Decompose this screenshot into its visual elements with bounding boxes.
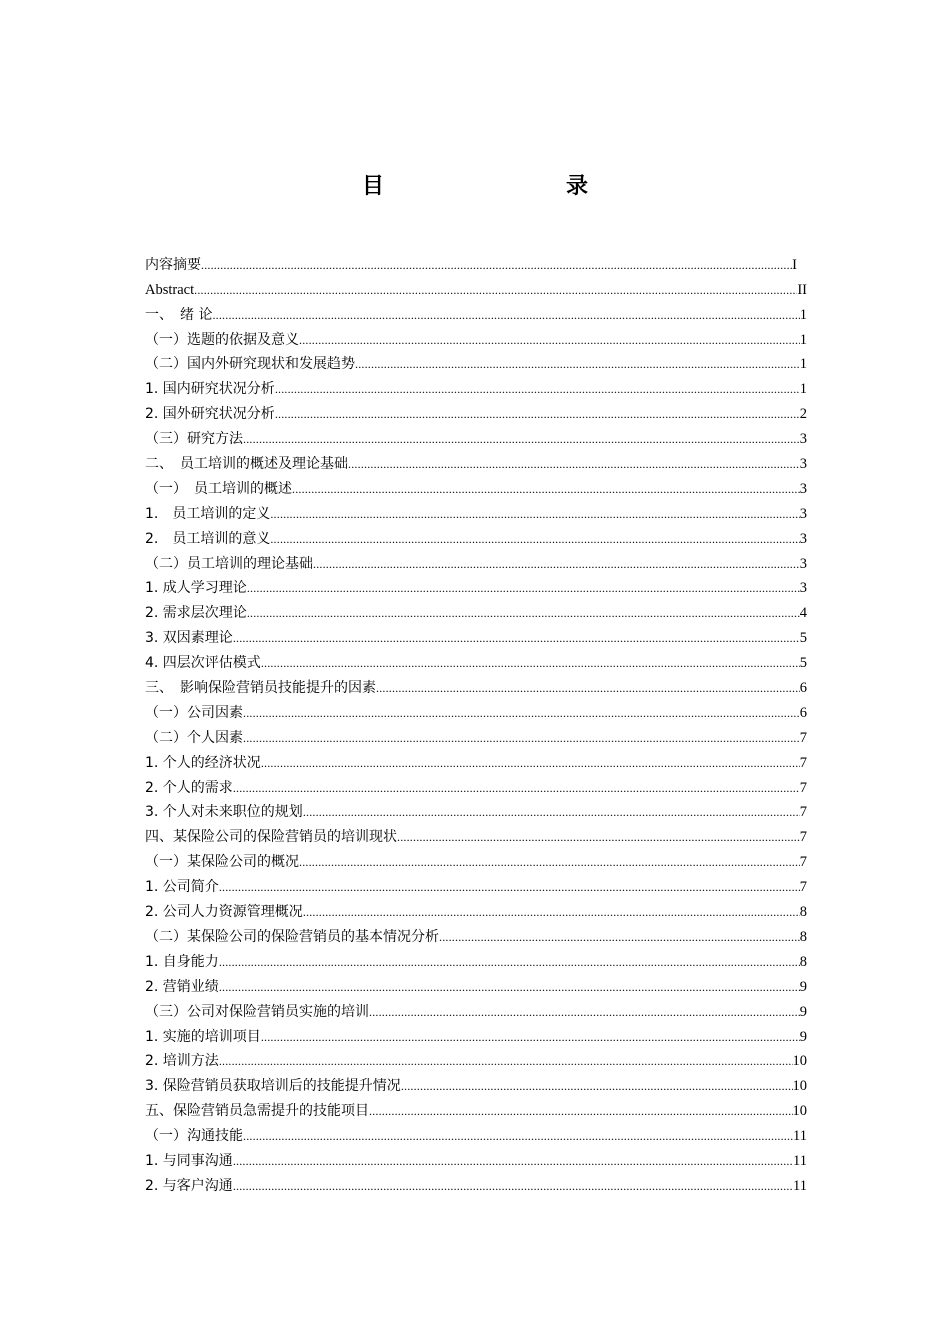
toc-entry[interactable] [145, 373, 807, 398]
toc-entry-label: （一）公司因素 [145, 704, 243, 721]
toc-entry[interactable] [145, 1095, 807, 1120]
toc-entry[interactable] [145, 324, 807, 349]
toc-dot-leader [369, 1003, 800, 1021]
toc-entry[interactable] [145, 821, 807, 846]
toc-entry-label: 1. 实施的培训项目 [145, 1028, 261, 1045]
toc-entry-page-number: 7 [799, 779, 807, 796]
toc-entry[interactable] [145, 1120, 807, 1145]
toc-dot-leader [348, 455, 800, 473]
toc-entry-page-number: 8 [799, 953, 807, 970]
toc-entry-label: （二）某保险公司的保险营销员的基本情况分析 [145, 928, 439, 945]
toc-entry-page-number: 5 [799, 655, 807, 672]
toc-entry[interactable] [145, 423, 807, 448]
toc-entry-page-number: 3 [799, 505, 807, 522]
toc-entry-label: 1. 自身能力 [145, 953, 219, 970]
toc-entry[interactable] [145, 597, 807, 622]
toc-dot-leader [299, 853, 800, 871]
toc-entry[interactable] [145, 1145, 807, 1170]
toc-dot-leader [219, 953, 800, 971]
toc-entry[interactable] [145, 398, 807, 423]
toc-entry-label: 1. 国内研究状况分析 [145, 381, 275, 398]
toc-dot-leader [275, 405, 800, 423]
toc-dot-leader [219, 878, 800, 896]
toc-entry-label: 1. 公司简介 [145, 879, 219, 896]
toc-entry-label: （二）个人因素 [145, 729, 243, 746]
toc-dot-leader [355, 355, 800, 373]
toc-entry[interactable] [145, 1070, 807, 1095]
toc-entry[interactable] [145, 1046, 807, 1071]
toc-dot-leader [397, 828, 800, 846]
toc-dot-leader [233, 1152, 793, 1170]
toc-entry[interactable] [145, 672, 807, 697]
toc-entry-page-number: 7 [799, 754, 807, 771]
toc-entry[interactable] [145, 473, 807, 498]
toc-entry-page-number: 7 [799, 829, 807, 846]
toc-entry[interactable] [145, 896, 807, 921]
toc-entry-page-number: 1 [799, 356, 807, 373]
toc-dot-leader [401, 1077, 793, 1095]
toc-dot-leader [243, 1127, 793, 1145]
toc-entry[interactable] [145, 498, 807, 523]
toc-entry-page-number: 3 [799, 580, 807, 597]
toc-entry-page-number: 6 [799, 680, 807, 697]
toc-entry-page-number: 6 [799, 704, 807, 721]
toc-dot-leader [247, 604, 800, 622]
toc-entry-page-number: 1 [799, 331, 807, 348]
toc-entry-page-number: 8 [799, 904, 807, 921]
toc-entry-label: 2. 营销业绩 [145, 978, 219, 995]
toc-dot-leader [233, 629, 800, 647]
toc-entry-page-number: I [792, 256, 797, 273]
toc-entry-label: 2. 需求层次理论 [145, 605, 247, 622]
toc-entry[interactable] [145, 1170, 807, 1195]
toc-entry[interactable] [145, 448, 807, 473]
toc-entry-page-number: 3 [799, 480, 807, 497]
toc-entry-label: 二、 员工培训的概述及理论基础 [145, 456, 348, 473]
toc-entry-page-number: II [797, 281, 807, 298]
toc-entry[interactable] [145, 1021, 807, 1046]
toc-entry-label: 2. 与客户沟通 [145, 1177, 233, 1194]
toc-entry-page-number: 2 [799, 406, 807, 423]
toc-entry-label: 2. 国外研究状况分析 [145, 406, 275, 423]
toc-entry[interactable] [145, 573, 807, 598]
toc-entry-page-number: 9 [799, 1028, 807, 1045]
toc-entry[interactable] [145, 846, 807, 871]
toc-entry-label: （一） 员工培训的概述 [145, 480, 292, 497]
toc-dot-leader [219, 978, 800, 996]
toc-entry-page-number: 1 [799, 306, 807, 323]
toc-entry-page-number: 7 [799, 729, 807, 746]
toc-entry-page-number: 10 [792, 1078, 807, 1095]
toc-entry[interactable] [145, 996, 807, 1021]
toc-entry-label: （一）某保险公司的概况 [145, 854, 299, 871]
toc-entry[interactable] [145, 797, 807, 822]
toc-dot-leader [303, 803, 800, 821]
toc-entry[interactable] [145, 722, 807, 747]
toc-dot-leader [243, 704, 800, 722]
toc-entry-page-number: 1 [799, 381, 807, 398]
toc-entry-label: 2. 公司人力资源管理概况 [145, 904, 303, 921]
toc-entry[interactable] [145, 523, 807, 548]
toc-entry-page-number: 3 [799, 431, 807, 448]
toc-dot-leader [194, 281, 797, 299]
toc-entry-label: Abstract [145, 281, 195, 298]
toc-entry[interactable] [145, 871, 807, 896]
toc-entry[interactable] [145, 921, 807, 946]
toc-entry-page-number: 9 [799, 978, 807, 995]
toc-dot-leader [261, 654, 800, 672]
toc-dot-leader [275, 380, 800, 398]
toc-entry-label: 四、某保险公司的保险营销员的培训现状 [145, 829, 397, 846]
toc-entry-label: 五、保险营销员急需提升的技能项目 [145, 1103, 369, 1120]
toc-entry-label: 3. 双因素理论 [145, 630, 233, 647]
toc-dot-leader [219, 1052, 793, 1070]
toc-dot-leader [299, 331, 800, 349]
toc-entry-page-number: 7 [799, 879, 807, 896]
toc-entry-label: 1. 成人学习理论 [145, 580, 247, 597]
table-of-contents [145, 249, 807, 1195]
toc-dot-leader [247, 579, 800, 597]
toc-entry-label: 4. 四层次评估模式 [145, 655, 261, 672]
toc-entry-page-number: 10 [792, 1053, 807, 1070]
toc-dot-leader [233, 1177, 793, 1195]
toc-entry-label: 内容摘要 [145, 256, 201, 273]
toc-entry-page-number: 7 [799, 854, 807, 871]
toc-entry[interactable] [145, 697, 807, 722]
toc-dot-leader [261, 754, 800, 772]
toc-dot-leader [303, 903, 800, 921]
toc-dot-leader [270, 505, 799, 523]
toc-entry-page-number: 4 [799, 605, 807, 622]
toc-dot-leader [439, 928, 800, 946]
toc-entry-page-number: 10 [792, 1103, 807, 1120]
toc-entry[interactable] [145, 971, 807, 996]
toc-entry-page-number: 11 [793, 1152, 807, 1169]
toc-entry-label: 一、 绪 论 [145, 306, 213, 323]
toc-entry[interactable] [145, 299, 807, 324]
toc-entry[interactable] [145, 548, 807, 573]
toc-entry-label: 1. 个人的经济状况 [145, 754, 261, 771]
toc-dot-leader [243, 729, 800, 747]
toc-entry[interactable] [145, 772, 807, 797]
toc-entry-label: 1. 与同事沟通 [145, 1152, 233, 1169]
toc-entry[interactable] [145, 747, 807, 772]
toc-entry-label: 2. 个人的需求 [145, 779, 233, 796]
toc-entry-label: 3. 保险营销员获取培训后的技能提升情况 [145, 1078, 401, 1095]
toc-entry-label: 2. 员工培训的意义 [145, 530, 271, 547]
toc-entry-page-number: 11 [793, 1128, 807, 1145]
toc-entry-label: 三、 影响保险营销员技能提升的因素 [145, 680, 376, 697]
toc-entry-page-number: 3 [799, 555, 807, 572]
toc-dot-leader [369, 1102, 793, 1120]
toc-dot-leader [270, 530, 799, 548]
toc-entry-label: （二）员工培训的理论基础 [145, 555, 313, 572]
toc-entry[interactable] [145, 622, 807, 647]
toc-dot-leader [212, 306, 799, 324]
toc-entry-label: 3. 个人对未来职位的规划 [145, 804, 303, 821]
toc-entry[interactable] [145, 349, 807, 374]
toc-entry-page-number: 8 [799, 928, 807, 945]
toc-dot-leader [292, 480, 800, 498]
toc-dot-leader [313, 555, 800, 573]
toc-entry-page-number: 3 [799, 530, 807, 547]
toc-entry-page-number: 9 [799, 1003, 807, 1020]
toc-entry-label: 2. 培训方法 [145, 1053, 219, 1070]
toc-title: 目 录 [361, 174, 634, 199]
toc-dot-leader [376, 679, 800, 697]
toc-entry-label: （三）研究方法 [145, 431, 243, 448]
toc-entry[interactable] [145, 647, 807, 672]
toc-entry-label: （一）沟通技能 [145, 1128, 243, 1145]
toc-dot-leader [233, 779, 800, 797]
toc-entry[interactable] [145, 946, 807, 971]
toc-dot-leader [243, 430, 800, 448]
toc-dot-leader [201, 256, 792, 274]
toc-entry-label: 1. 员工培训的定义 [145, 505, 271, 522]
toc-entry-page-number: 5 [799, 630, 807, 647]
toc-entry-page-number: 11 [793, 1177, 807, 1194]
toc-entry[interactable] [145, 274, 807, 299]
toc-entry-page-number: 3 [799, 456, 807, 473]
toc-entry-label: （一）选题的依据及意义 [145, 331, 299, 348]
toc-entry-page-number: 7 [799, 804, 807, 821]
toc-entry-label: （三）公司对保险营销员实施的培训 [145, 1003, 369, 1020]
toc-entry[interactable] [145, 249, 797, 274]
toc-entry-label: （二）国内外研究现状和发展趋势 [145, 356, 355, 373]
toc-dot-leader [261, 1028, 800, 1046]
